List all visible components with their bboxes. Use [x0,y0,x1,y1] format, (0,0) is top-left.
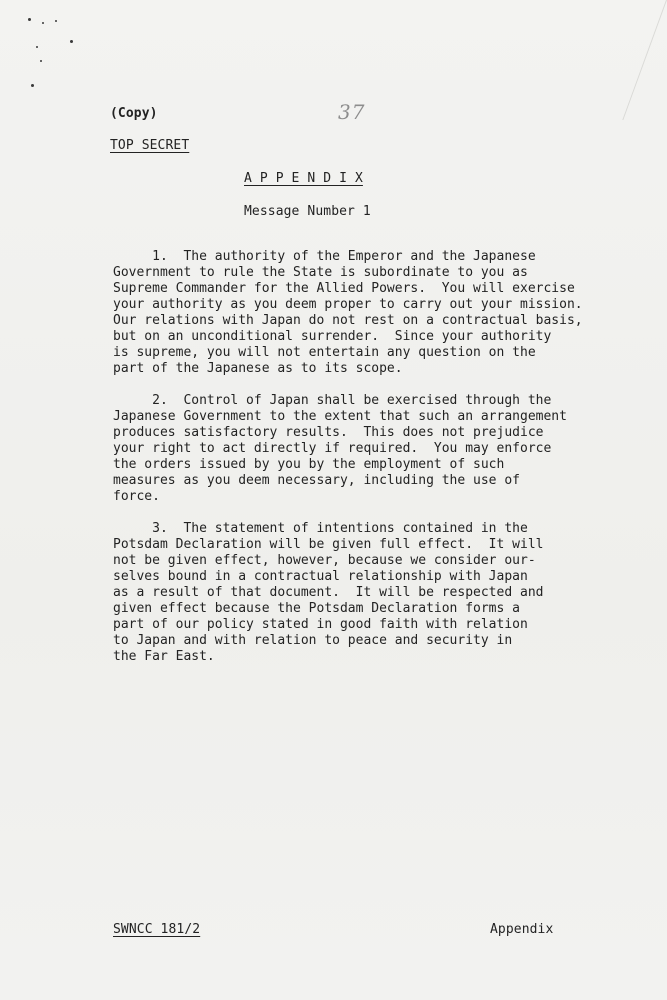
paragraph-line: given effect because the Potsdam Declaration forms a [113,601,520,616]
scan-speck [36,46,38,48]
scan-speck [70,40,73,43]
paragraph-line: Supreme Commander for the Allied Powers. You will exercise [113,281,575,296]
paragraph-line: your authority as you deem proper to carry out your mission. [113,297,583,312]
paragraph-3 [113,521,623,665]
paragraph-line: Potsdam Declaration will be given full effect. It will [113,537,544,552]
paragraph-line: the Far East. [113,649,215,664]
scan-speck [40,60,42,62]
copy-label: (Copy) [110,106,158,121]
page-edge-mark [562,0,667,120]
paragraph-line: but on an unconditional surrender. Since your authority [113,329,552,344]
footer-appendix-label: Appendix [490,922,554,937]
paragraph-line: part of our policy stated in good faith with relation [113,617,528,632]
message-number-heading: Message Number 1 [244,204,371,219]
paragraph-line: part of the Japanese as to its scope. [113,361,403,376]
paragraph-line: Our relations with Japan do not rest on a contractual basis, [113,313,583,328]
scan-speck [28,18,31,21]
paragraph-line: force. [113,489,160,504]
paragraph-line: Government to rule the State is subordinate to you as [113,265,528,280]
paragraph-line: 1. The authority of the Emperor and the Japanese [113,249,536,264]
classification-label: TOP SECRET [110,138,190,153]
paragraph-1 [113,249,623,377]
appendix-title: A P P E N D I X [244,171,363,186]
scan-speck [55,20,57,22]
paragraph-line: as a result of that document. It will be respected and [113,585,544,600]
paragraph-line: not be given effect, however, because we consider our- [113,553,536,568]
scan-speck [42,22,44,24]
page-number: 37 [338,100,366,124]
paragraph-line: your right to act directly if required. You may enforce [113,441,552,456]
paragraph-line: 3. The statement of intentions contained in the [113,521,528,536]
paragraph-line: to Japan and with relation to peace and security in [113,633,513,648]
paragraph-2 [113,393,623,505]
paragraph-line: measures as you deem necessary, including the use of [113,473,520,488]
footer-document-id: SWNCC 181/2 [113,922,201,937]
paragraph-line: Japanese Government to the extent that such an arrangement [113,409,567,424]
paragraph-line: produces satisfactory results. This does not prejudice [113,425,544,440]
paragraph-line: the orders issued by you by the employment of such [113,457,505,472]
paragraph-line: 2. Control of Japan shall be exercised through the [113,393,552,408]
scan-speck [31,84,34,87]
paragraph-line: selves bound in a contractual relationship with Japan [113,569,528,584]
paragraph-line: is supreme, you will not entertain any question on the [113,345,536,360]
